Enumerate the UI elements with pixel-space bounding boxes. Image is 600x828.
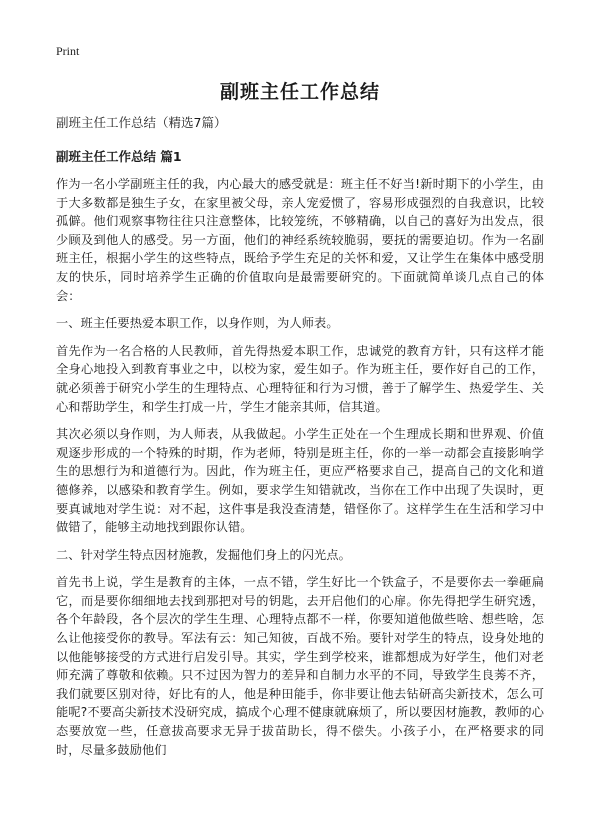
print-label: Print [56,44,80,58]
document-subtitle: 副班主任工作总结（精选7篇） [56,115,227,130]
paragraph-body-1: 首先作为一名合格的人民教师，首先得热爱本职工作，忠诚党的教育方针，只有这样才能全身心地投入到教育事业之中，以校为家，爱生如子。作为班主任，要作好自己的工作，就必须善于研究小学生的生理特点、心理特征和行为习惯，善于了解学生、热爱学生、关心和帮助学生，和学生打成一片，学生才能亲其师，信其道。 [56,343,544,414]
paragraph-point-1: 一、班主任要热爱本职工作，以身作则，为人师表。 [56,316,339,331]
paragraph-point-2: 二、针对学生特点因材施教，发掘他们身上的闪光点。 [56,547,351,562]
section-heading: 副班主任工作总结 篇1 [56,149,182,164]
document-title: 副班主任工作总结 [219,81,380,103]
paragraph-body-2: 其次必须以身作则，为人师表，从我做起。小学生正处在一个生理成长期和世界观、价值观逐步形成的一个特殊的时期，作为老师，特别是班主任，你的一举一动都会直接影响学生的思想行为和道德行为。因此，作为班主任，更应严格要求自己，提高自己的文化和道德修养，以感染和教育学生。例如，要求学生知错就改，当你在工作中出现了失误时，更要真诚地对学生说：对不起，这件事是我没查清楚，错怪你了。这样学生在生活和学习中做错了，能够主动地找到跟你认错。 [56,427,544,535]
paragraph-body-3: 首先书上说，学生是教育的主体，一点不错，学生好比一个铁盒子，不是要你去一拳砸扁它，而是要你细细地去找到那把对号的钥匙，去开启他们的心扉。你先得把学生研究透，各个年龄段，各个层次的学生生理、心理特点都不一样，你要知道他做些啥、想些啥，怎么让他接受你的教导。军法有云：知己知彼，百战不殆。要针对学生的特点，设身处地的以他能够接受的方式进行启发引导。其实，学生到学校来，谁都想成为好学生，他们对老师充满了尊敬和依赖。只不过因为智力的差异和自制力水平的不同，导致学生良莠不齐，我们就要区别对待，好比有的人，他是种田能手，你非要让他去钻研高尖新技术，怎么可能呢?不要高尖新技术没研究成，搞成个心理不健康就麻烦了，所以要因材施教，教师的心态要放宽一些，任意拔高要求无异于拔苗助长，得不偿失。小孩子小，在严格要求的同时，尽量多鼓励他们 [56,575,544,757]
paragraph-intro: 作为一名小学副班主任的我，内心最大的感受就是：班主任不好当!新时期下的小学生，由于大多数都是独生子女，在家里被父母，亲人宠爱惯了，容易形成强烈的自我意识，比较孤僻。他们观察事物往往只注意整体，比较笼统，不够精确，以自己的喜好为出发点，很少顾及到他人的感受。另一方面，他们的神经系统较脆弱，要抚的需要迫切。作为一名副班主任，根据小学生的这些特点，既给予学生充足的关怀和爱，又让学生在集体中感受朋友的快乐，同时培养学生正确的价值取向是最需要研究的。下面就简单谈几点自己的体会： [56,177,544,303]
